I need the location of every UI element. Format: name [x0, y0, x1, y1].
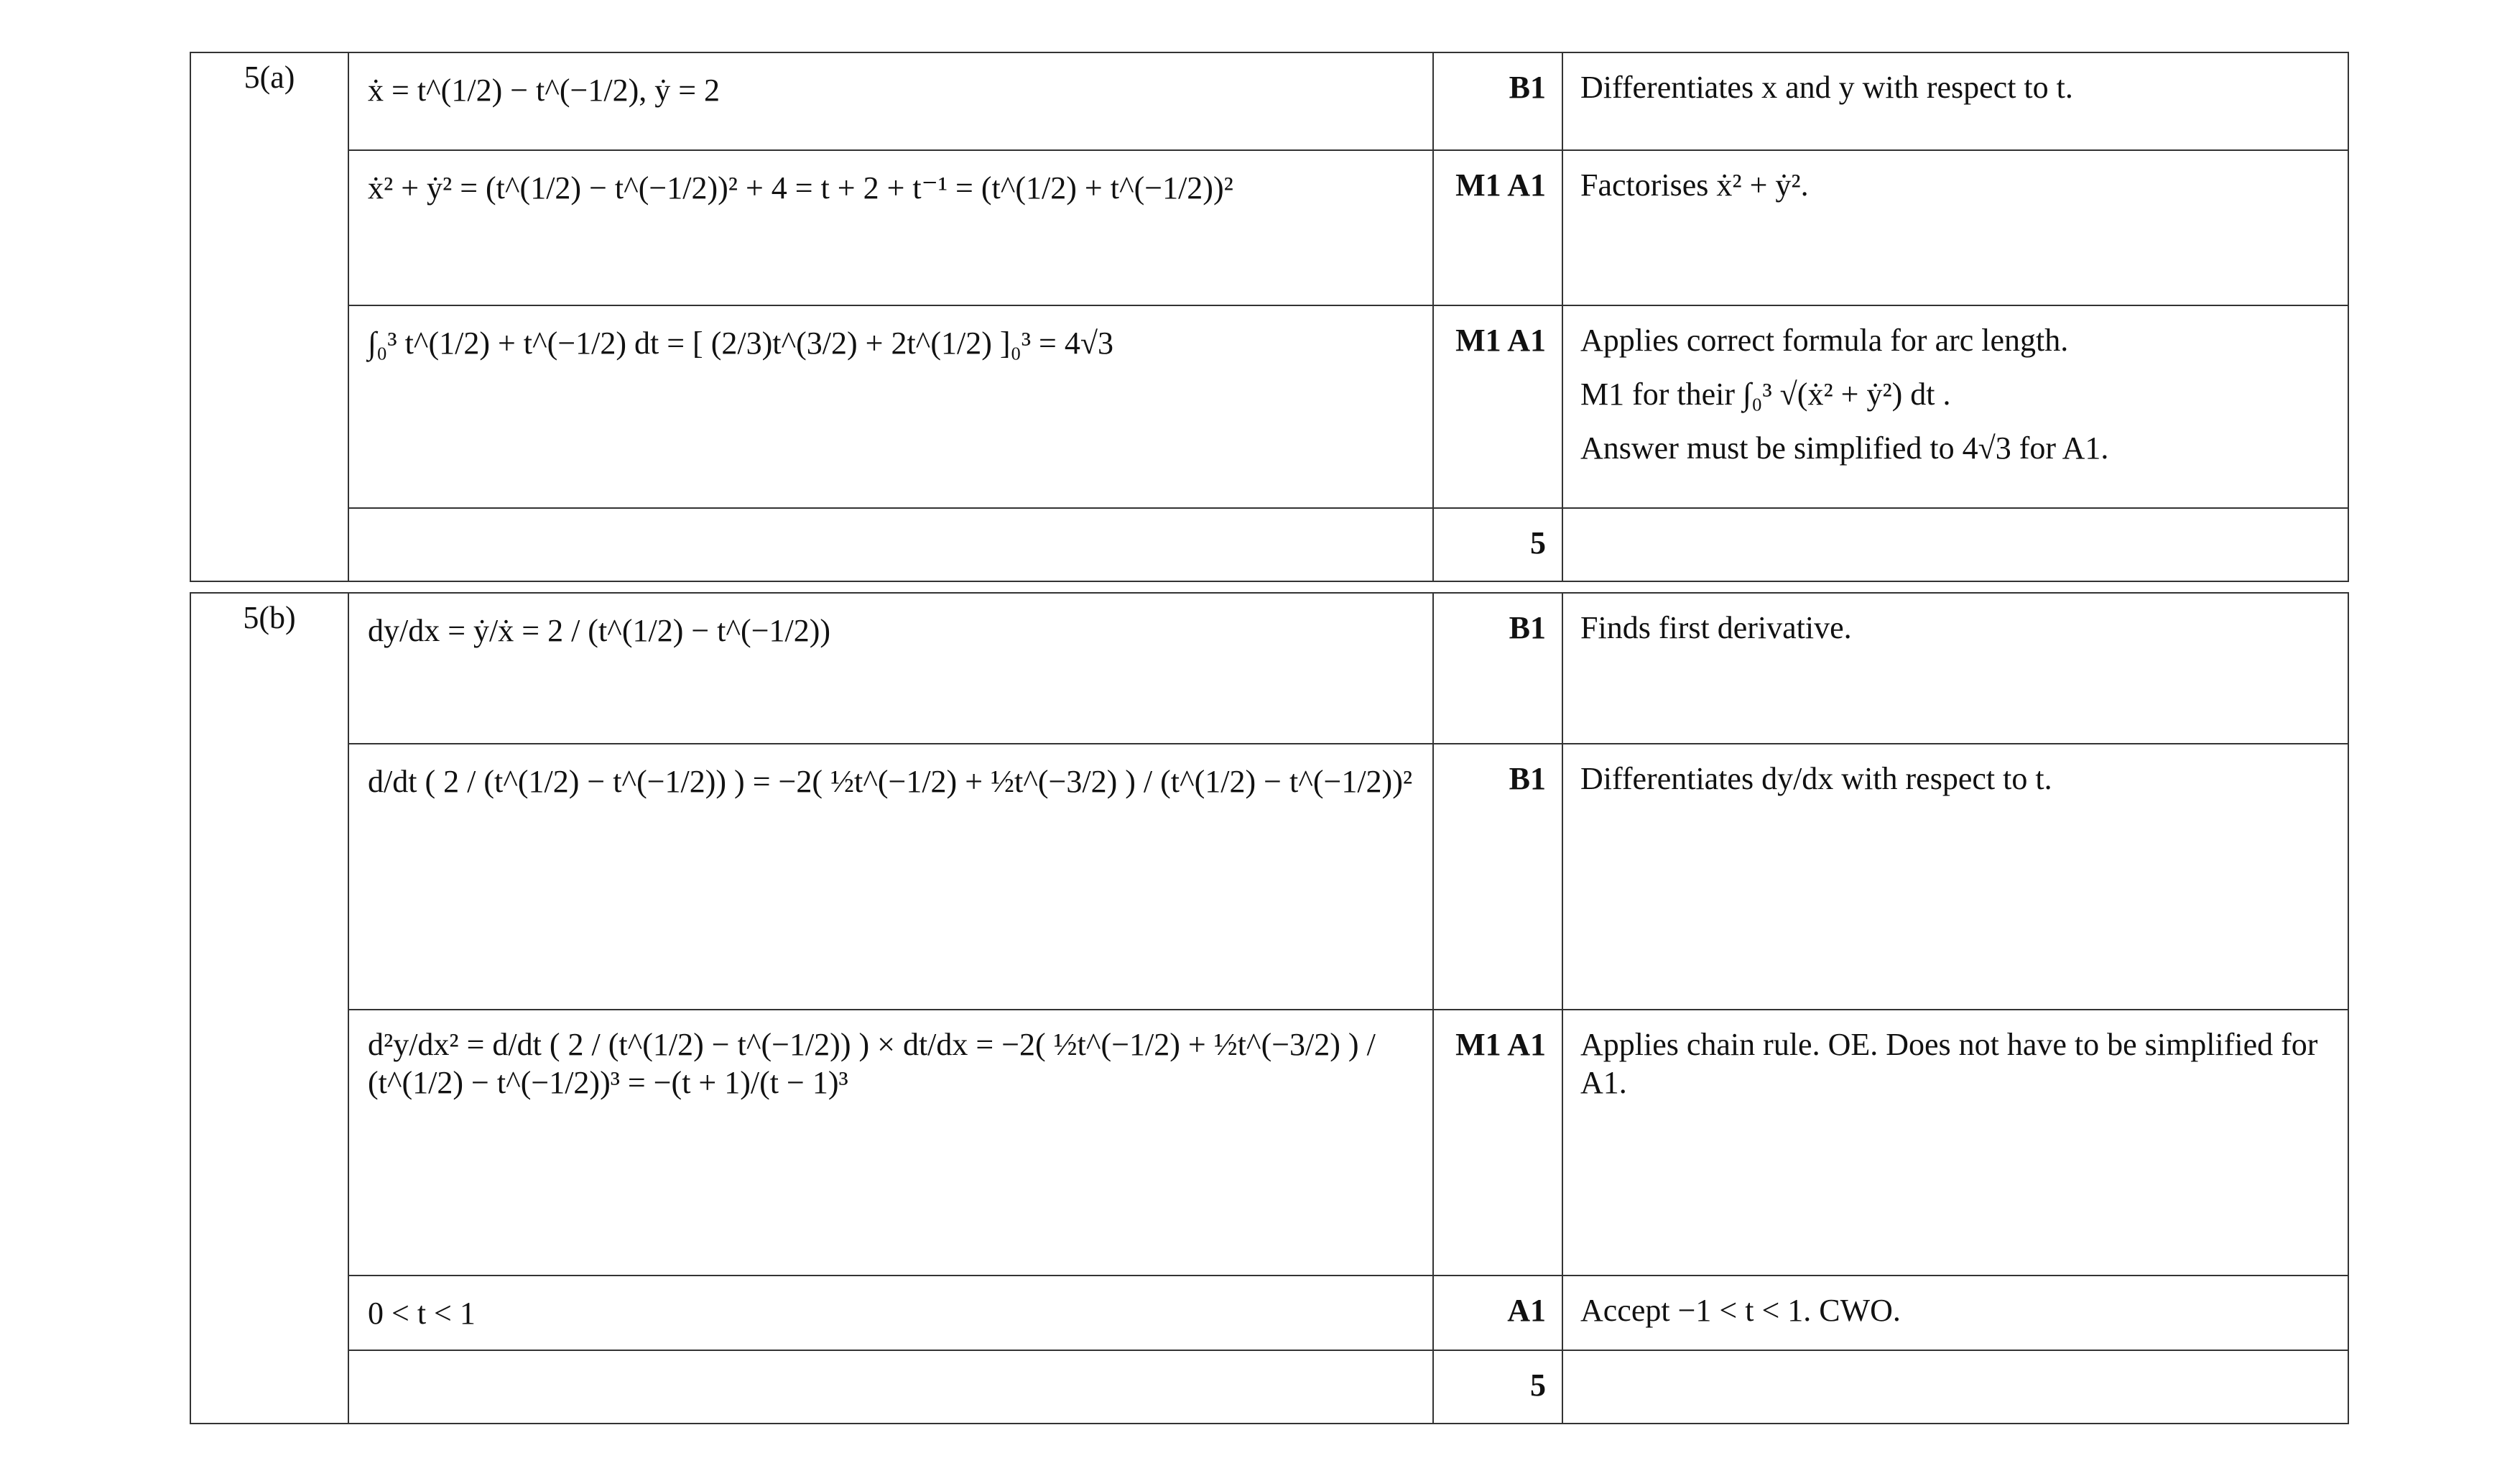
- table-row: [190, 1276, 2348, 1350]
- guidance-cell: Finds first derivative.: [1562, 593, 2348, 744]
- question-number: 5(a): [190, 52, 348, 581]
- answer-text: 0 < t < 1: [368, 1295, 476, 1331]
- guidance-line: M1 for their ∫₀³ √(ẋ² + ẏ²) dt .: [1580, 376, 1951, 412]
- answer-text: ∫₀³ t^(1/2) + t^(−1/2) dt = [ (2/3)t^(3/2) + 2t^(1/2) ]₀³ = 4√3: [368, 325, 1113, 361]
- answer-cell: [348, 744, 1433, 1010]
- answer-text: d/dt ( 2 / (t^(1/2) − t^(−1/2)) ) = −2( ½t^(−1/2) + ½t^(−3/2) ) / (t^(1/2) − t^(−1/2))²: [368, 763, 1413, 799]
- table-row: [190, 305, 2348, 508]
- table-row: [190, 1350, 2348, 1424]
- guidance-line: Applies correct formula for arc length.: [1580, 323, 2069, 358]
- answer-cell: [348, 1276, 1433, 1350]
- answer-cell: [348, 593, 1433, 744]
- guidance-cell: [1562, 508, 2348, 581]
- answer-cell: [348, 1350, 1433, 1424]
- guidance-cell: Applies chain rule. OE. Does not have to be simplified for A1.: [1562, 1010, 2348, 1276]
- guidance-cell: Differentiates x and y with respect to t.: [1562, 52, 2348, 150]
- marks-cell: M1 A1: [1433, 150, 1562, 305]
- table-row: [190, 52, 2348, 150]
- guidance-cell: Differentiates dy/dx with respect to t.: [1562, 744, 2348, 1010]
- guidance-line: Answer must be simplified to 4√3 for A1.: [1580, 430, 2109, 466]
- answer-cell: [348, 305, 1433, 508]
- answer-text: ẋ = t^(1/2) − t^(−1/2), ẏ = 2: [368, 72, 721, 108]
- table-row: [190, 593, 2348, 744]
- marks-cell: B1: [1433, 744, 1562, 1010]
- marks-cell: B1: [1433, 52, 1562, 150]
- question-number: 5(b): [190, 593, 348, 1424]
- separator-line: [190, 581, 2348, 593]
- table-row: [190, 744, 2348, 1010]
- answer-text: dy/dx = ẏ/ẋ = 2 / (t^(1/2) − t^(−1/2)): [368, 612, 831, 648]
- guidance-cell: Factorises ẋ² + ẏ².: [1562, 150, 2348, 305]
- guidance-cell: [1562, 1350, 2348, 1424]
- marks-cell: B1: [1433, 593, 1562, 744]
- section-separator: [190, 581, 2348, 593]
- guidance-cell: Accept −1 < t < 1. CWO.: [1562, 1276, 2348, 1350]
- total-marks: 5: [1433, 508, 1562, 581]
- guidance-cell: [1562, 305, 2348, 508]
- mark-scheme-table: [190, 52, 2349, 1424]
- marks-cell: M1 A1: [1433, 1010, 1562, 1276]
- answer-cell: [348, 508, 1433, 581]
- table-row: [190, 150, 2348, 305]
- marks-cell: M1 A1: [1433, 305, 1562, 508]
- table-row: [190, 1010, 2348, 1276]
- marks-cell: A1: [1433, 1276, 1562, 1350]
- table-row: [190, 508, 2348, 581]
- answer-text: d²y/dx² = d/dt ( 2 / (t^(1/2) − t^(−1/2)) ) × dt/dx = −2( ½t^(−1/2) + ½t^(−3/2) ) / (t^(1/2) − t^(−1/2))³ = −(t + 1)/(t − 1)³: [368, 1027, 1376, 1100]
- answer-text: ẋ² + ẏ² = (t^(1/2) − t^(−1/2))² + 4 = t + 2 + t⁻¹ = (t^(1/2) + t^(−1/2))²: [368, 170, 1233, 206]
- answer-cell: [348, 150, 1433, 305]
- answer-cell: [348, 52, 1433, 150]
- answer-cell: [348, 1010, 1433, 1276]
- total-marks: 5: [1433, 1350, 1562, 1424]
